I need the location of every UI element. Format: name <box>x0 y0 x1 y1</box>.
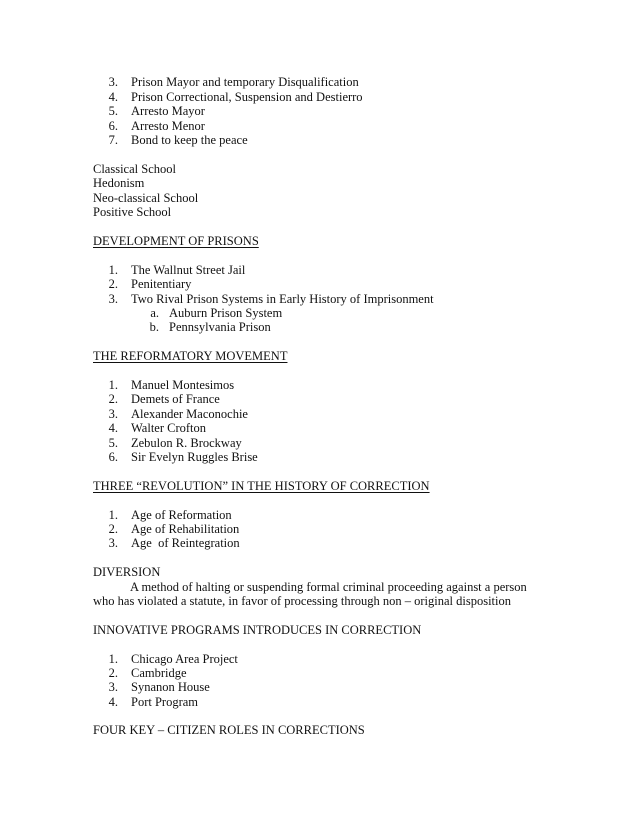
list-number: 2. <box>108 522 118 536</box>
section-heading-citizen-roles: FOUR KEY – CITIZEN ROLES IN CORRECTIONS <box>93 723 365 737</box>
list-item: Arresto Menor <box>131 119 205 133</box>
list-item: Cambridge <box>131 666 187 680</box>
list-item: Age of Rehabilitation <box>131 522 240 536</box>
diversion-definition-line-1: A method of halting or suspending formal criminal proceeding against a person <box>130 580 527 594</box>
list-number: 1. <box>108 652 118 666</box>
list-number: 2. <box>108 392 118 406</box>
list-item: Arresto Mayor <box>131 104 205 118</box>
list-item: The Wallnut Street Jail <box>131 263 246 277</box>
list-item: Prison Mayor and temporary Disqualification <box>131 75 359 89</box>
sublist-letter: a. <box>150 306 159 320</box>
list-item: Two Rival Prison Systems in Early History of Imprisonment <box>131 292 434 306</box>
list-number: 7. <box>108 133 118 147</box>
section-heading-development: DEVELOPMENT OF PRISONS <box>93 234 259 248</box>
list-number: 1. <box>108 378 118 392</box>
section-heading-reformatory: THE REFORMATORY MOVEMENT <box>93 349 288 363</box>
list-item: Port Program <box>131 695 199 709</box>
school-item: Neo-classical School <box>93 191 199 205</box>
list-number: 3. <box>108 536 118 550</box>
list-item: Age of Reformation <box>131 508 232 522</box>
sublist-letter: b. <box>149 320 159 334</box>
list-item: Demets of France <box>131 392 220 406</box>
sublist-item: Auburn Prison System <box>169 306 283 320</box>
list-item: Manuel Montesimos <box>131 378 235 392</box>
list-number: 6. <box>108 450 118 464</box>
list-item: Alexander Maconochie <box>131 407 248 421</box>
list-number: 2. <box>108 666 118 680</box>
list-number: 5. <box>108 104 118 118</box>
list-number: 4. <box>108 90 118 104</box>
list-number: 3. <box>108 407 118 421</box>
list-item: Age of Reintegration <box>131 536 240 550</box>
list-item: Sir Evelyn Ruggles Brise <box>131 450 258 464</box>
list-item: Penitentiary <box>131 277 192 291</box>
list-item: Zebulon R. Brockway <box>131 436 242 450</box>
school-item: Positive School <box>93 205 172 219</box>
list-number: 3. <box>108 292 118 306</box>
list-number: 6. <box>108 119 118 133</box>
diversion-definition-line-2: who has violated a statute, in favor of processing through non – original disposition <box>93 594 511 608</box>
section-heading-innovative: INNOVATIVE PROGRAMS INTRODUCES IN CORRECTION <box>93 623 422 637</box>
list-item: Synanon House <box>131 680 210 694</box>
list-number: 3. <box>108 680 118 694</box>
school-item: Hedonism <box>93 176 145 190</box>
list-number: 4. <box>108 421 118 435</box>
section-heading-diversion: DIVERSION <box>93 565 161 579</box>
school-item: Classical School <box>93 162 176 176</box>
section-heading-revolution: THREE “REVOLUTION” IN THE HISTORY OF CORRECTION <box>93 479 430 493</box>
list-item: Bond to keep the peace <box>131 133 248 147</box>
list-number: 5. <box>108 436 118 450</box>
list-item: Prison Correctional, Suspension and Destierro <box>131 90 363 104</box>
list-number: 4. <box>108 695 118 709</box>
list-number: 2. <box>108 277 118 291</box>
list-number: 1. <box>108 508 118 522</box>
list-item: Walter Crofton <box>131 421 207 435</box>
list-item: Chicago Area Project <box>131 652 238 666</box>
sublist-item: Pennsylvania Prison <box>169 320 271 334</box>
list-number: 3. <box>108 75 118 89</box>
list-number: 1. <box>108 263 118 277</box>
